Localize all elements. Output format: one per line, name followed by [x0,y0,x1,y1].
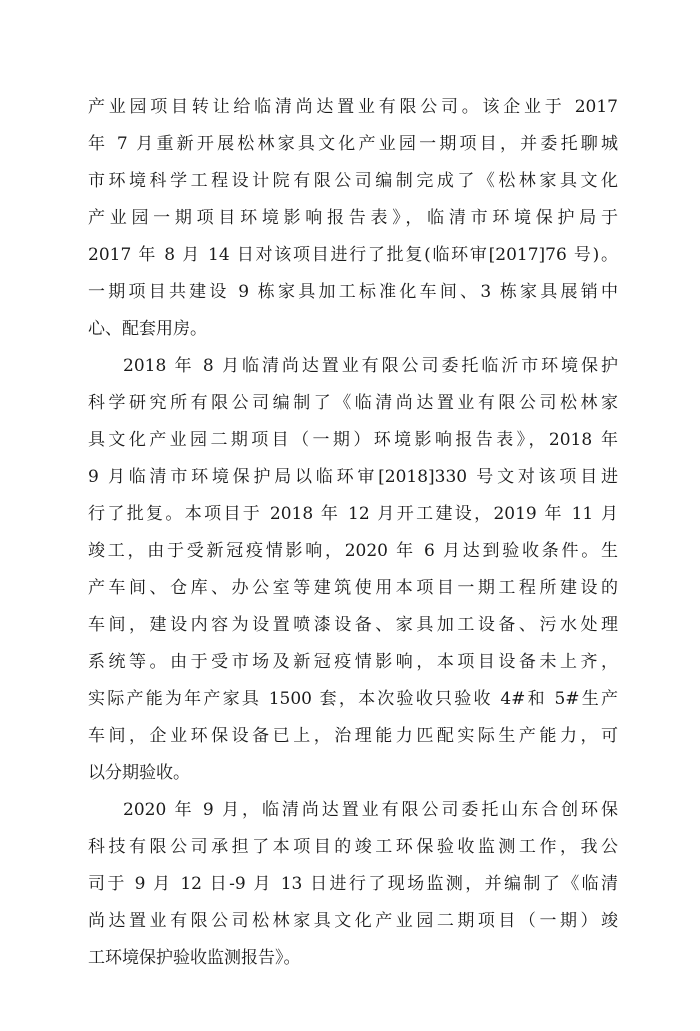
paragraph-line: 车间，建设内容为设置喷漆设备、家具加工设备、污水处理 [88,615,618,635]
paragraph-line: 产业园一期项目环境影响报告表》，临清市环境保护局于 [88,208,618,228]
paragraph-line: 科学研究所有限公司编制了《临清尚达置业有限公司松林家 [88,393,618,413]
paragraph-line: 心、配套用房。 [88,319,207,339]
paragraph-line: 产业园项目转让给临清尚达置业有限公司。该企业于 2017 [88,97,618,117]
paragraph-line: 具文化产业园二期项目（一期）环境影响报告表》，2018 年 [88,430,618,450]
paragraph-line: 行了批复。本项目于 2018 年 12 月开工建设，2019 年 11 月 [88,504,618,524]
paragraph-line: 尚达置业有限公司松林家具文化产业园二期项目（一期）竣 [88,911,618,931]
paragraph-line: 市环境科学工程设计院有限公司编制完成了《松林家具文化 [88,171,618,191]
paragraph-line: 系统等。由于受市场及新冠疫情影响，本项目设备未上齐， [88,652,618,672]
paragraph-line: 以分期验收。 [88,763,190,783]
paragraph-line: 9 月临清市环境保护局以临环审[2018]330 号文对该项目进 [88,467,618,487]
paragraph-line: 2017 年 8 月 14 日对该项目进行了批复(临环审[2017]76 号)。 [88,245,618,265]
paragraph-line: 一期项目共建设 9 栋家具加工标准化车间、3 栋家具展销中 [88,282,618,302]
paragraph-line: 2020 年 9 月，临清尚达置业有限公司委托山东合创环保 [123,800,618,820]
paragraph-line: 实际产能为年产家具 1500 套，本次验收只验收 4#和 5#生产 [88,689,618,709]
paragraph-1 [88,89,618,348]
paragraph-line: 年 7 月重新开展松林家具文化产业园一期项目，并委托聊城 [88,134,618,154]
paragraph-line: 2018 年 8 月临清尚达置业有限公司委托临沂市环境保护 [123,356,618,376]
paragraph-line: 工环境保护验收监测报告》。 [88,948,301,968]
paragraph-line: 科技有限公司承担了本项目的竣工环保验收监测工作，我公 [88,837,618,857]
paragraph-line: 司于 9 月 12 日-9 月 13 日进行了现场监测，并编制了《临清 [88,874,618,894]
paragraph-line: 竣工，由于受新冠疫情影响，2020 年 6 月达到验收条件。生 [88,541,618,561]
paragraph-2 [88,348,618,792]
paragraph-3 [88,792,618,977]
document-body [88,89,618,977]
paragraph-line: 车间，企业环保设备已上，治理能力匹配实际生产能力，可 [88,726,618,746]
paragraph-line: 产车间、仓库、办公室等建筑使用本项目一期工程所建设的 [88,578,618,598]
